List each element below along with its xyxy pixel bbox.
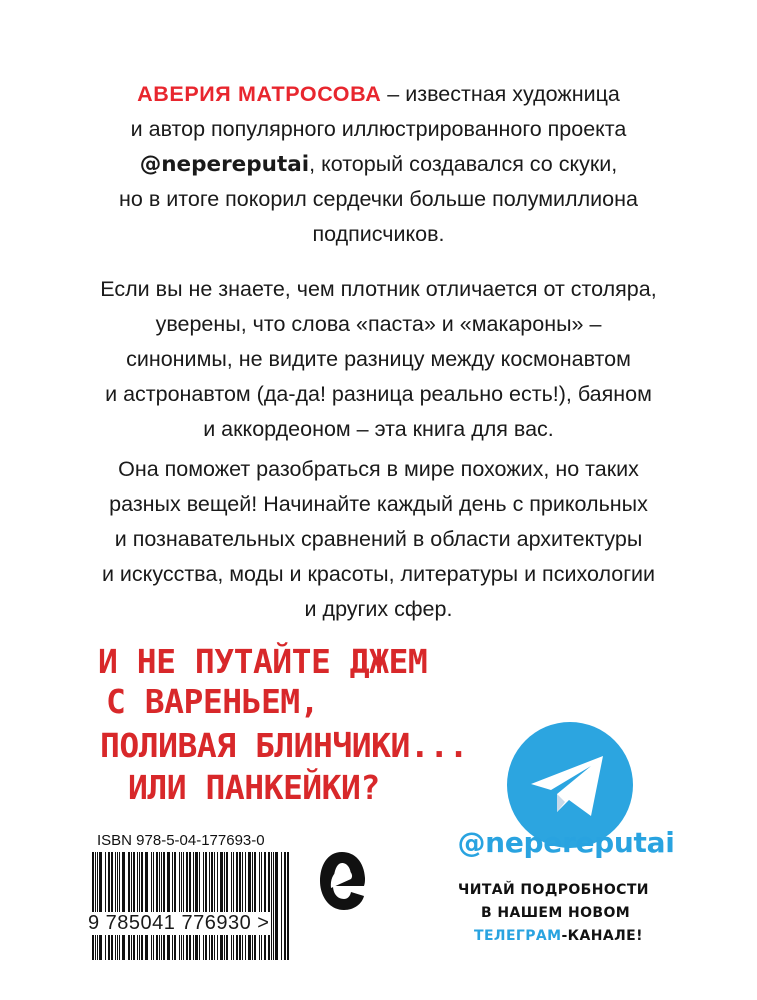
barcode-bar [245, 852, 246, 960]
barcode-bar [273, 852, 274, 960]
barcode-bar [172, 852, 173, 960]
barcode-bar [242, 852, 243, 960]
barcode-bar [189, 852, 191, 960]
paragraph-line: синонимы, не видите разницу между космонавтом [126, 347, 631, 371]
barcode-bar [156, 852, 158, 960]
telegram-word: ТЕЛЕГРАМ [474, 928, 562, 944]
barcode-bar [153, 852, 154, 960]
intro-line: но в итоге покорил сердечки больше полумиллиона [119, 187, 638, 211]
barcode-bar [231, 852, 232, 960]
barcode-bar [128, 852, 130, 960]
barcode-bar [248, 852, 251, 960]
barcode-bar [159, 852, 160, 960]
intro-line [60, 147, 697, 182]
barcode-bar [92, 852, 94, 960]
barcode-bar [151, 852, 152, 960]
barcode-bar [145, 852, 148, 960]
barcode-bar [199, 852, 200, 960]
barcode-bar [111, 852, 113, 960]
barcode-bar [224, 852, 225, 960]
barcode-bar [205, 852, 207, 960]
barcode-bar [105, 852, 106, 960]
barcode-bar [259, 852, 260, 960]
barcode-bar [261, 852, 262, 960]
intro-text: – известная художница [381, 82, 620, 106]
isbn-label: ISBN 978-5-04-177693-0 [97, 832, 265, 849]
barcode-bar [119, 852, 120, 960]
telegram-note-line: ЧИТАЙ ПОДРОБНОСТИ [458, 882, 649, 898]
barcode-bar [254, 852, 256, 960]
barcode-bar [97, 852, 98, 960]
slogan-line: С ВАРЕНЬЕМ, [106, 682, 320, 721]
barcode-bar [193, 852, 194, 960]
paragraph-line: разных вещей! Начинайте каждый день с прикольных [109, 492, 648, 516]
barcode-bar [163, 852, 165, 960]
author-name: АВЕРИЯ МАТРОСОВА [137, 82, 382, 106]
barcode-bar [271, 852, 272, 960]
paragraph-line: и аккордеоном – эта книга для вас. [203, 417, 554, 441]
barcode-bar [195, 852, 198, 960]
intro-text: , который создавался со скуки, [309, 152, 618, 176]
barcode-bar [115, 852, 116, 960]
barcode-bar [284, 852, 286, 960]
barcode-bar [217, 852, 218, 960]
telegram-handle[interactable]: @nepereputai [457, 826, 675, 859]
eksmo-logo-icon [317, 848, 367, 914]
barcode-bar [275, 852, 278, 960]
barcode-bar [233, 852, 234, 960]
slogan-line: ПОЛИВАЯ БЛИНЧИКИ... [100, 726, 468, 765]
benefits-paragraph [60, 452, 697, 627]
telegram-note-line: В НАШЕМ НОВОМ [481, 905, 631, 921]
paragraph-line: Если вы не знаете, чем плотник отличается от столяра, [100, 277, 657, 301]
author-intro [60, 77, 697, 252]
barcode-bar [186, 852, 188, 960]
paragraph-line: и искусства, моды и красоты, литературы и психологии [101, 562, 656, 586]
telegram-note-text: -КАНАЛЕ! [561, 928, 643, 944]
barcode-bar [226, 852, 228, 960]
barcode-bar [167, 852, 170, 960]
barcode-bar [117, 852, 118, 960]
barcode-bar [137, 852, 138, 960]
barcode-bar [203, 852, 204, 960]
barcode-bar [141, 852, 143, 960]
barcode-bar [287, 852, 289, 960]
description-paragraph [60, 272, 697, 447]
barcode-bar [161, 852, 162, 960]
barcode-bar [239, 852, 241, 960]
slogan-line: И НЕ ПУТАЙТЕ ДЖЕМ [98, 642, 428, 681]
barcode-bar [281, 852, 282, 960]
barcode-bar [181, 852, 182, 960]
barcode-bar [209, 852, 210, 960]
barcode-number: 9 785041 776930 > [88, 912, 270, 934]
barcode-bar [252, 852, 253, 960]
barcode-bar [99, 852, 102, 960]
intro-line: и автор популярного иллюстрированного проекта [130, 117, 627, 141]
barcode-bar [95, 852, 96, 960]
barcode-bar [174, 852, 176, 960]
intro-line: подписчиков. [312, 222, 445, 246]
paragraph-line: и астронавтом (да-да! разница реально есть!), баяном [105, 382, 652, 406]
barcode-bar [211, 852, 213, 960]
telegram-note-line [474, 928, 643, 944]
paragraph-line: Она поможет разобраться в мире похожих, но таких [118, 457, 639, 481]
barcode-bar [133, 852, 135, 960]
barcode-bar [264, 852, 266, 960]
barcode-bar [214, 852, 215, 960]
barcode-bar [131, 852, 132, 960]
barcode-bar [108, 852, 110, 960]
paragraph-line: уверены, что слова «паста» и «макароны» – [155, 312, 602, 336]
intro-line [60, 77, 697, 112]
barcode-bar [179, 852, 180, 960]
paragraph-line: и других сфер. [304, 597, 453, 621]
barcode-bar [139, 852, 140, 960]
barcode [86, 852, 296, 962]
barcode-bar [220, 852, 223, 960]
barcode-bar [183, 852, 184, 960]
barcode-bar [236, 852, 238, 960]
barcode-bar [122, 852, 125, 960]
barcode-bar [268, 852, 270, 960]
project-handle: @nepereputai [139, 152, 310, 177]
slogan-line: ИЛИ ПАНКЕЙКИ? [128, 768, 380, 807]
paragraph-line: и познавательных сравнений в области архитектуры [114, 527, 643, 551]
